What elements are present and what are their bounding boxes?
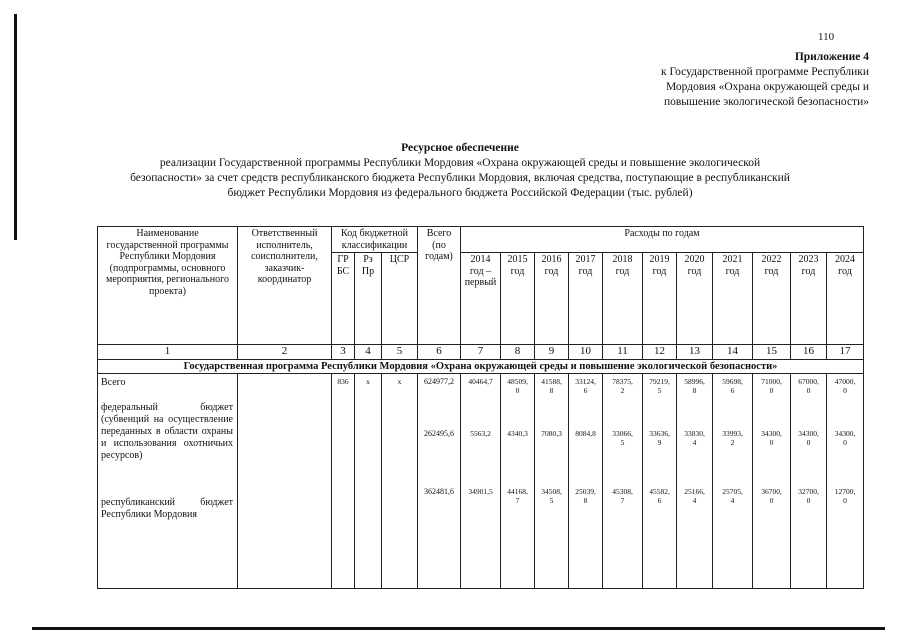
bottom-rule (32, 627, 885, 630)
header-total: Всего (по годам) (418, 227, 461, 345)
year-value: 4340,3 (507, 429, 528, 438)
header-year: 2020 год (677, 253, 713, 345)
header-name: Наименование государственной программы Республики Мордовия (подпрограммы, основного мероприятия, регионального проекта) (98, 227, 238, 345)
header-grbs: ГР БС (332, 253, 355, 345)
year-value: 25705, 4 (722, 487, 743, 505)
column-number: 8 (501, 345, 535, 360)
appendix-line: к Государственной программе Республики (661, 66, 869, 78)
row-label: республиканский бюджет Республики Мордовия (101, 497, 233, 520)
header-responsible: Ответственный исполнитель, соисполнители, заказчик-координатор (238, 227, 332, 345)
header-rzpr: Рз Пр (355, 253, 382, 345)
header-year: 2022 год (753, 253, 791, 345)
header-year: 2015 год (501, 253, 535, 345)
year-value: 33830, 4 (684, 429, 705, 447)
year-value: 79219, 5 (649, 377, 670, 395)
heading-title: Ресурсное обеспечение (401, 142, 519, 154)
year-value: 33066, 5 (612, 429, 633, 447)
resource-table (97, 226, 864, 589)
year-value: 36700, 0 (761, 487, 782, 505)
column-number: 5 (382, 345, 418, 360)
header-expenses-by-year: Расходы по годам (461, 227, 864, 253)
column-number: 6 (418, 345, 461, 360)
row-label: федеральный бюджет (субвенций на осуществление переданных в области охраны и использования охотничьих ресурсов) (101, 402, 233, 461)
table-body-row (98, 374, 864, 589)
appendix-line: повышение экологической безопасности» (663, 96, 869, 108)
appendix-block (569, 50, 869, 110)
year-value: 34901,5 (468, 487, 493, 496)
year-value: 58996, 8 (684, 377, 705, 395)
total-cell (418, 374, 461, 589)
appendix-title: Приложение 4 (794, 51, 869, 63)
column-number: 13 (677, 345, 713, 360)
grbs-cell (332, 374, 355, 589)
year-value: 47000, 0 (834, 377, 856, 395)
year-cell (677, 374, 713, 589)
column-number: 3 (332, 345, 355, 360)
column-number: 1 (98, 345, 238, 360)
year-value: 67000, 0 (798, 377, 819, 395)
column-number: 7 (461, 345, 501, 360)
program-title-row: Государственная программа Республики Мордовия «Охрана окружающей среды и повышение экологической безопасности» (98, 359, 864, 374)
row-label: Всего (101, 377, 126, 388)
column-number: 17 (827, 345, 864, 360)
year-value: 59698, 6 (722, 377, 743, 395)
year-value: 33636, 9 (649, 429, 670, 447)
year-cell (713, 374, 753, 589)
year-cell (461, 374, 501, 589)
year-value: 48509, 0 (507, 377, 528, 395)
header-year: 2021 год (713, 253, 753, 345)
grbs-value: 836 (337, 377, 349, 386)
header-year: 2023 год (791, 253, 827, 345)
total-value: 362481,6 (424, 487, 454, 496)
year-value: 33993, 2 (722, 429, 743, 447)
year-value: 40464,7 (468, 377, 493, 386)
year-cell (535, 374, 569, 589)
rzpr-value: х (366, 377, 370, 386)
year-value: 45308, 7 (612, 487, 633, 505)
year-value: 7080,3 (541, 429, 562, 438)
year-value: 25039, 8 (575, 487, 596, 505)
header-budget-code: Код бюджетной классификации (332, 227, 418, 253)
document-heading (100, 141, 820, 201)
year-cell (827, 374, 864, 589)
appendix-line: Мордовия «Охрана окружающей среды и (665, 81, 869, 93)
year-value: 34300, 0 (761, 429, 782, 447)
total-value: 262495,6 (424, 429, 454, 438)
header-year: 2016 год (535, 253, 569, 345)
rzpr-cell (355, 374, 382, 589)
header-year: 2014 год – первый (461, 253, 501, 345)
responsible-cell (238, 374, 332, 589)
year-value: 25166, 4 (684, 487, 705, 505)
header-year: 2024 год (827, 253, 864, 345)
column-number: 14 (713, 345, 753, 360)
heading-line: реализации Государственной программы Республики Мордовия «Охрана окружающей среды и повышение экологической (159, 157, 761, 169)
header-year: 2018 год (603, 253, 643, 345)
column-number: 16 (791, 345, 827, 360)
column-number: 12 (643, 345, 677, 360)
header-csr: ЦСР (382, 253, 418, 345)
column-number: 10 (569, 345, 603, 360)
page-number: 110 (818, 31, 835, 43)
header-year: 2019 год (643, 253, 677, 345)
name-cell (98, 374, 238, 589)
year-value: 34300, 0 (834, 429, 856, 447)
year-value: 8084,8 (575, 429, 596, 438)
year-value: 41588, 8 (541, 377, 562, 395)
column-number: 15 (753, 345, 791, 360)
csr-value: х (397, 377, 402, 386)
column-number: 4 (355, 345, 382, 360)
year-value: 45582, 6 (649, 487, 670, 505)
year-value: 33124, 6 (575, 377, 596, 395)
year-cell (569, 374, 603, 589)
total-value: 624977,2 (424, 377, 454, 386)
header-year: 2017 год (569, 253, 603, 345)
heading-line: бюджет Республики Мордовия из федерального бюджета Российской Федерации (тыс. рублей) (227, 187, 693, 199)
heading-line: безопасности» за счет средств республиканского бюджета Республики Мордовия, включая средства, поступающие в республиканский (130, 172, 790, 184)
year-value: 71000, 0 (761, 377, 782, 395)
year-value: 44168, 7 (507, 487, 528, 505)
year-value: 32700, 0 (798, 487, 819, 505)
year-value: 78375, 2 (612, 377, 633, 395)
column-number: 9 (535, 345, 569, 360)
year-value: 34508, 5 (541, 487, 562, 505)
year-value: 5563,2 (470, 429, 491, 438)
year-cell (643, 374, 677, 589)
year-cell (603, 374, 643, 589)
year-cell (501, 374, 535, 589)
column-number: 2 (238, 345, 332, 360)
left-margin-bar (14, 14, 17, 240)
year-cell (791, 374, 827, 589)
column-number: 11 (603, 345, 643, 360)
csr-cell (382, 374, 418, 589)
year-value: 12700, 0 (834, 487, 856, 505)
year-value: 34300, 0 (798, 429, 819, 447)
year-cell (753, 374, 791, 589)
